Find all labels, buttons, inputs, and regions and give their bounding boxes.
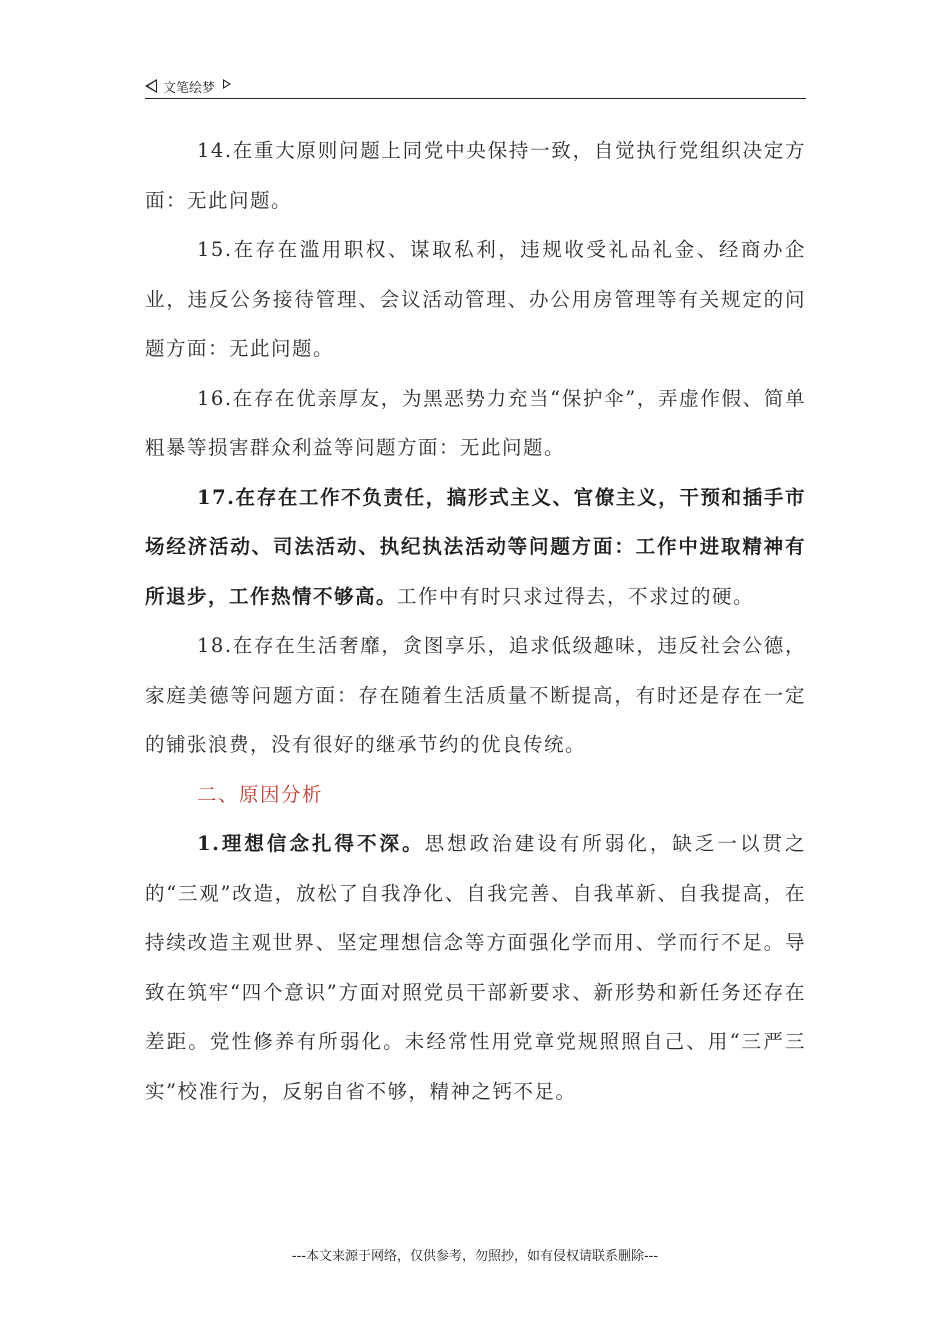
- triangle-right-icon: [223, 79, 231, 89]
- paragraph-14: 14.在重大原则问题上同党中央保持一致，自觉执行党组织决定方面：无此问题。: [145, 139, 806, 212]
- page-header: [145, 74, 806, 99]
- reason-1-rest: 思想政治建设有所弱化，缺乏一以贯之的“三观”改造，放松了自我净化、自我完善、自我革新、自我提高，在持续改造主观世界、坚定理想信念等方面强化学而用、学而行不足。导致在筑牢“四个意识”方面对照党员干部新要求、新形势和新任务还存在差距。党性修养有所弱化。未经常性用党章党规照照自己、用“三严三实”校准行为，反躬自省不够，精神之钙不足。: [145, 832, 806, 1103]
- paragraph-17-rest: 工作中有时只求过得去，不求过的硬。: [397, 584, 755, 608]
- triangle-left-icon: [145, 79, 157, 93]
- paragraph-17-bold: 17.在存在工作不负责任，搞形式主义、官僚主义，干预和插手市场经济活动、司法活动、执纪执法活动等问题方面：工作中进取精神有所退步，工作热情不够高。: [145, 485, 806, 608]
- page-footer: ---本文来源于网络，仅供参考，勿照抄，如有侵权请联系删除---: [291, 1249, 659, 1264]
- paragraph-16: 16.在存在优亲厚友，为黑恶势力充当“保护伞”，弄虚作假、简单粗暴等损害群众利益等问题方面：无此问题。: [145, 386, 806, 459]
- paragraph-15: 15.在存在滥用职权、谋取私利，违规收受礼品礼金、经商办企业，违反公务接待管理、会议活动管理、办公用房管理等有关规定的问题方面：无此问题。: [145, 238, 806, 360]
- header-title: 文笔绘梦: [163, 80, 216, 96]
- paragraph-17: [145, 473, 806, 622]
- paragraph-18: 18.在存在生活奢靡，贪图享乐，追求低级趣味，违反社会公德，家庭美德等问题方面：存在随着生活质量不断提高，有时还是存在一定的铺张浪费，没有很好的继承节约的优良传统。: [145, 634, 806, 756]
- reason-1-bold: 1.理想信念扎得不深。: [197, 832, 425, 855]
- section-heading: 二、原因分析: [197, 782, 324, 806]
- document-body: [145, 126, 806, 1116]
- reason-1: [145, 819, 806, 1116]
